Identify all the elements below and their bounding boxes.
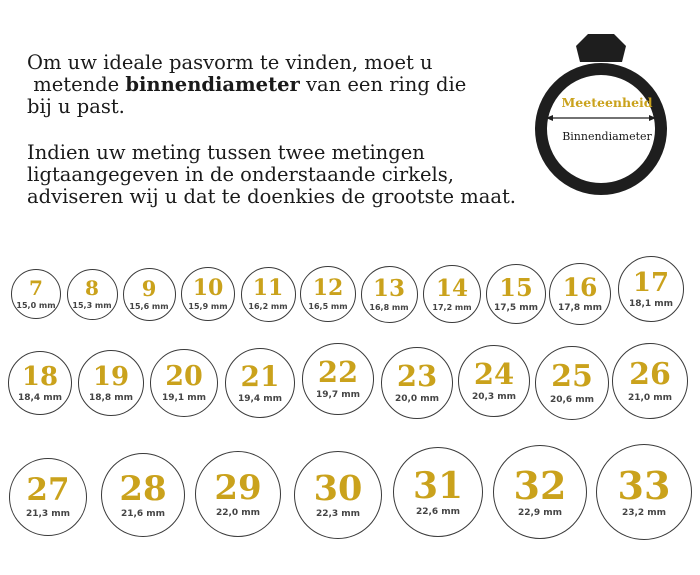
ring-size-number: 12 [312,275,344,301]
ring-diameter-mm: 19,1 mm [161,393,207,403]
ring-diameter-mm: 16,8 mm [369,302,409,312]
intro-line: bij u past. [27,95,125,118]
ring-diameter-mm: 18,1 mm [628,298,674,309]
ring-size-number: 16 [562,273,598,302]
ring-diameter-mm: 19,7 mm [315,390,361,400]
ring-size-circle [612,343,688,419]
ring-diameter-mm: 15,9 mm [188,302,228,311]
ring-size-circle [618,256,684,322]
ring-size-number: 17 [632,267,670,298]
ring-diameter-mm: 20,6 mm [549,394,595,405]
ring-size-number: 27 [26,472,70,508]
ring-size-circle [458,345,530,417]
ring-diameter-mm: 21,0 mm [627,392,673,403]
ring-diameter-mm: 15,6 mm [129,301,169,311]
ring-size-circle [596,444,692,540]
ring-size-number: 13 [372,274,405,302]
ring-diameter-mm: 22,9 mm [517,507,563,518]
ring-diameter-mm: 21,3 mm [25,509,71,519]
ring-size-number: 14 [435,274,468,302]
ring-size-circle [101,453,185,537]
ring-size-number: 33 [617,462,671,508]
ring-size-circle [535,346,609,420]
ring-size-circle [294,451,382,539]
ring-diameter-mm: 18,8 mm [88,392,134,403]
ring-size-number: 7 [29,276,43,300]
ring-size-number: 8 [85,276,99,300]
intro-line: Indien uw meting tussen twee metingen [27,141,425,164]
ring-diameter-mm: 22,3 mm [315,509,361,519]
ring-size-number: 30 [313,468,363,509]
ring-size-number: 20 [165,361,203,392]
ring-size-number: 25 [551,358,593,394]
ring-size-number: 10 [192,275,224,301]
ring-size-circle [300,266,356,322]
ring-size-number: 9 [141,275,157,301]
intro-line: Om uw ideale pasvorm te vinden, moet u [27,51,433,74]
ring-size-circle [241,267,296,322]
ring-size-circle [67,269,118,320]
ring-size-circle [225,348,295,418]
ring-size-number: 31 [412,464,464,507]
ring-size-number: 23 [396,359,438,393]
ring-size-circle [150,349,218,417]
ring-diameter-mm: 23,2 mm [621,507,667,518]
ring-size-number: 24 [473,357,515,391]
ring-size-circle [486,264,546,324]
ring-diameter-mm: 20,0 mm [394,394,440,404]
ring-size-circle [393,447,483,537]
ring-size-number: 28 [119,468,167,509]
ring-diameter-mm: 19,4 mm [237,393,283,404]
ring-label-meeteenheid: Meeteenheid [561,95,653,110]
ring-diameter-mm: 21,6 mm [120,508,166,519]
ring-size-circle [423,265,481,323]
ring-size-circle [181,267,235,321]
ring-size-circle [493,445,587,539]
ring-size-number: 18 [21,361,59,392]
ring-diameter-mm: 22,0 mm [215,507,261,518]
ring-size-number: 22 [317,355,359,389]
intro-bold-term: binnendiameter [125,73,300,96]
ring-size-circle [302,343,374,415]
ring-size-circle [361,266,418,323]
ring-size-number: 29 [214,467,262,508]
ring-size-number: 11 [252,275,284,301]
ring-size-circle [195,451,281,537]
ring-size-circle [78,350,144,416]
ring-label-binnendiameter: Binnendiameter [562,130,652,143]
ring-diameter-mm: 15,0 mm [16,301,56,310]
ring-diameter-mm: 20,3 mm [471,392,517,402]
ring-diameter-mm: 22,6 mm [415,506,461,517]
ring-size-number: 26 [629,356,671,392]
intro-line: adviseren wij u dat te doenkies de grootste maat. [27,185,516,208]
ring-size-number: 19 [92,361,130,392]
ring-size-number: 32 [513,462,567,508]
ring-diameter-mm: 18,4 mm [17,392,63,403]
ring-size-circle [8,351,72,415]
ring-diameter-mm: 16,5 mm [308,302,348,311]
ring-size-circle [9,458,87,536]
ring-size-circle [549,263,611,325]
ring-size-circle [381,347,453,419]
ring-size-number: 21 [240,359,280,393]
ring-diameter-mm: 17,2 mm [432,302,472,312]
intro-line: metende [27,73,126,96]
ring-diameter-mm: 16,2 mm [248,302,288,311]
intro-line: ligtaangegeven in de onderstaande cirkels, [27,163,454,186]
ring-diameter-mm: 15,3 mm [72,301,112,310]
intro-line: van een ring die [299,73,467,96]
ring-diameter-mm: 17,5 mm [493,302,539,313]
ring-diameter-mm: 17,8 mm [557,303,603,313]
ring-size-circle [123,268,176,321]
ring-size-circle [11,269,61,319]
ring-size-number: 15 [499,272,533,302]
